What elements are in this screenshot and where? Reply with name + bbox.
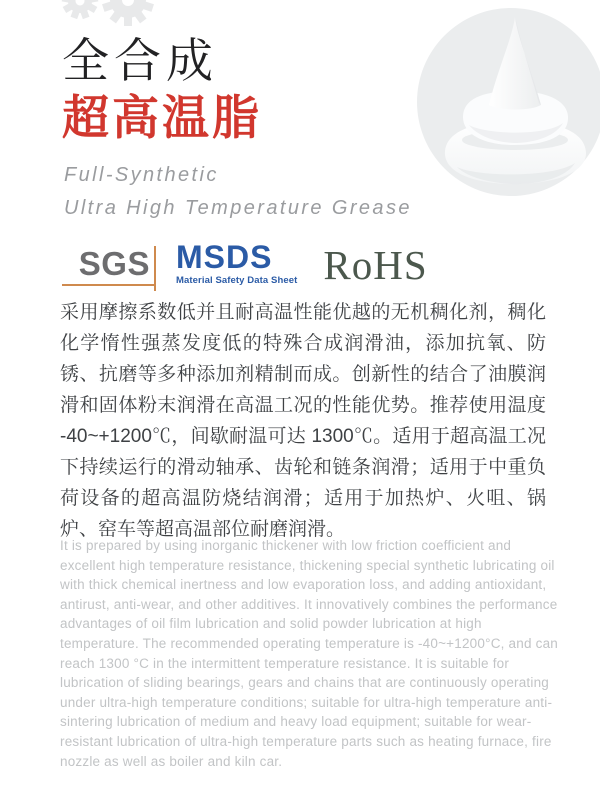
title-line2: 超高温脂 <box>62 91 262 144</box>
subtitle-line2: Ultra High Temperature Grease <box>64 197 412 219</box>
gears-graphic <box>60 0 220 30</box>
sgs-underline <box>62 284 154 286</box>
certification-logos <box>62 241 428 293</box>
page-subtitle <box>64 159 412 225</box>
sgs-vertical-line <box>154 246 156 291</box>
description-chinese: 采用摩擦系数低并且耐高温性能优越的无机稠化剂，稠化化学惰性强蒸发度低的特殊合成润滑油，添加抗氧、防锈、抗磨等多种添加剂精制而成。创新性的结合了油膜润滑和固体粉末润滑在高温工况的性能优势。推荐使用温度 -40~+1200℃，间歇耐温可达 1300℃。适用于超高温工况下持续运行的滑动轴承、齿轮和链条润滑；适用于中重负荷设备的超高温防烧结润滑；适用于加热炉、火咀、锅炉、窑车等超高温部位耐磨润滑。 <box>60 302 546 540</box>
gear-decoration <box>60 0 220 30</box>
grease-dollop-image <box>435 13 595 188</box>
sgs-logo <box>62 243 156 291</box>
subtitle-line1: Full-Synthetic <box>64 164 219 186</box>
title-line1: 全合成 <box>62 34 218 87</box>
sgs-logo-text: SGS <box>78 245 150 282</box>
msds-logo-text: MSDS <box>176 239 273 275</box>
msds-logo-subtext: Material Safety Data Sheet <box>176 275 298 286</box>
gear-icon <box>102 0 154 26</box>
msds-logo <box>176 241 297 286</box>
description-english: It is prepared by using inorganic thickener with low friction coefficient and excellent high temperature resistance, thickening special synthetic lubricating oil with thick chemical inertness and low evaporation loss, and adding antioxidant, antirust, anti-wear, and other additives. It innovatively combines the performance advantages of oil film lubrication and solid powder lubrication at high temperature. The recommended operating temperature is -40~+1200°C, and can reach 1300 °C in the intermittent temperature resistance. It is suitable for lubrication of sliding bearings, gears and chains that are continuously operating under ultra-high temperature conditions; suitable for ultra-high temperature anti-sintering lubrication of medium and heavy load equipment; suitable for wear-resistant lubrication of ultra-high temperature parts such as heating furnace, fire nozzle as well as boiler and kiln car. <box>60 538 558 769</box>
rohs-logo <box>323 241 427 289</box>
rohs-logo-text: RoHS <box>323 242 428 288</box>
gear-icon <box>62 0 99 19</box>
page-title <box>62 32 262 146</box>
